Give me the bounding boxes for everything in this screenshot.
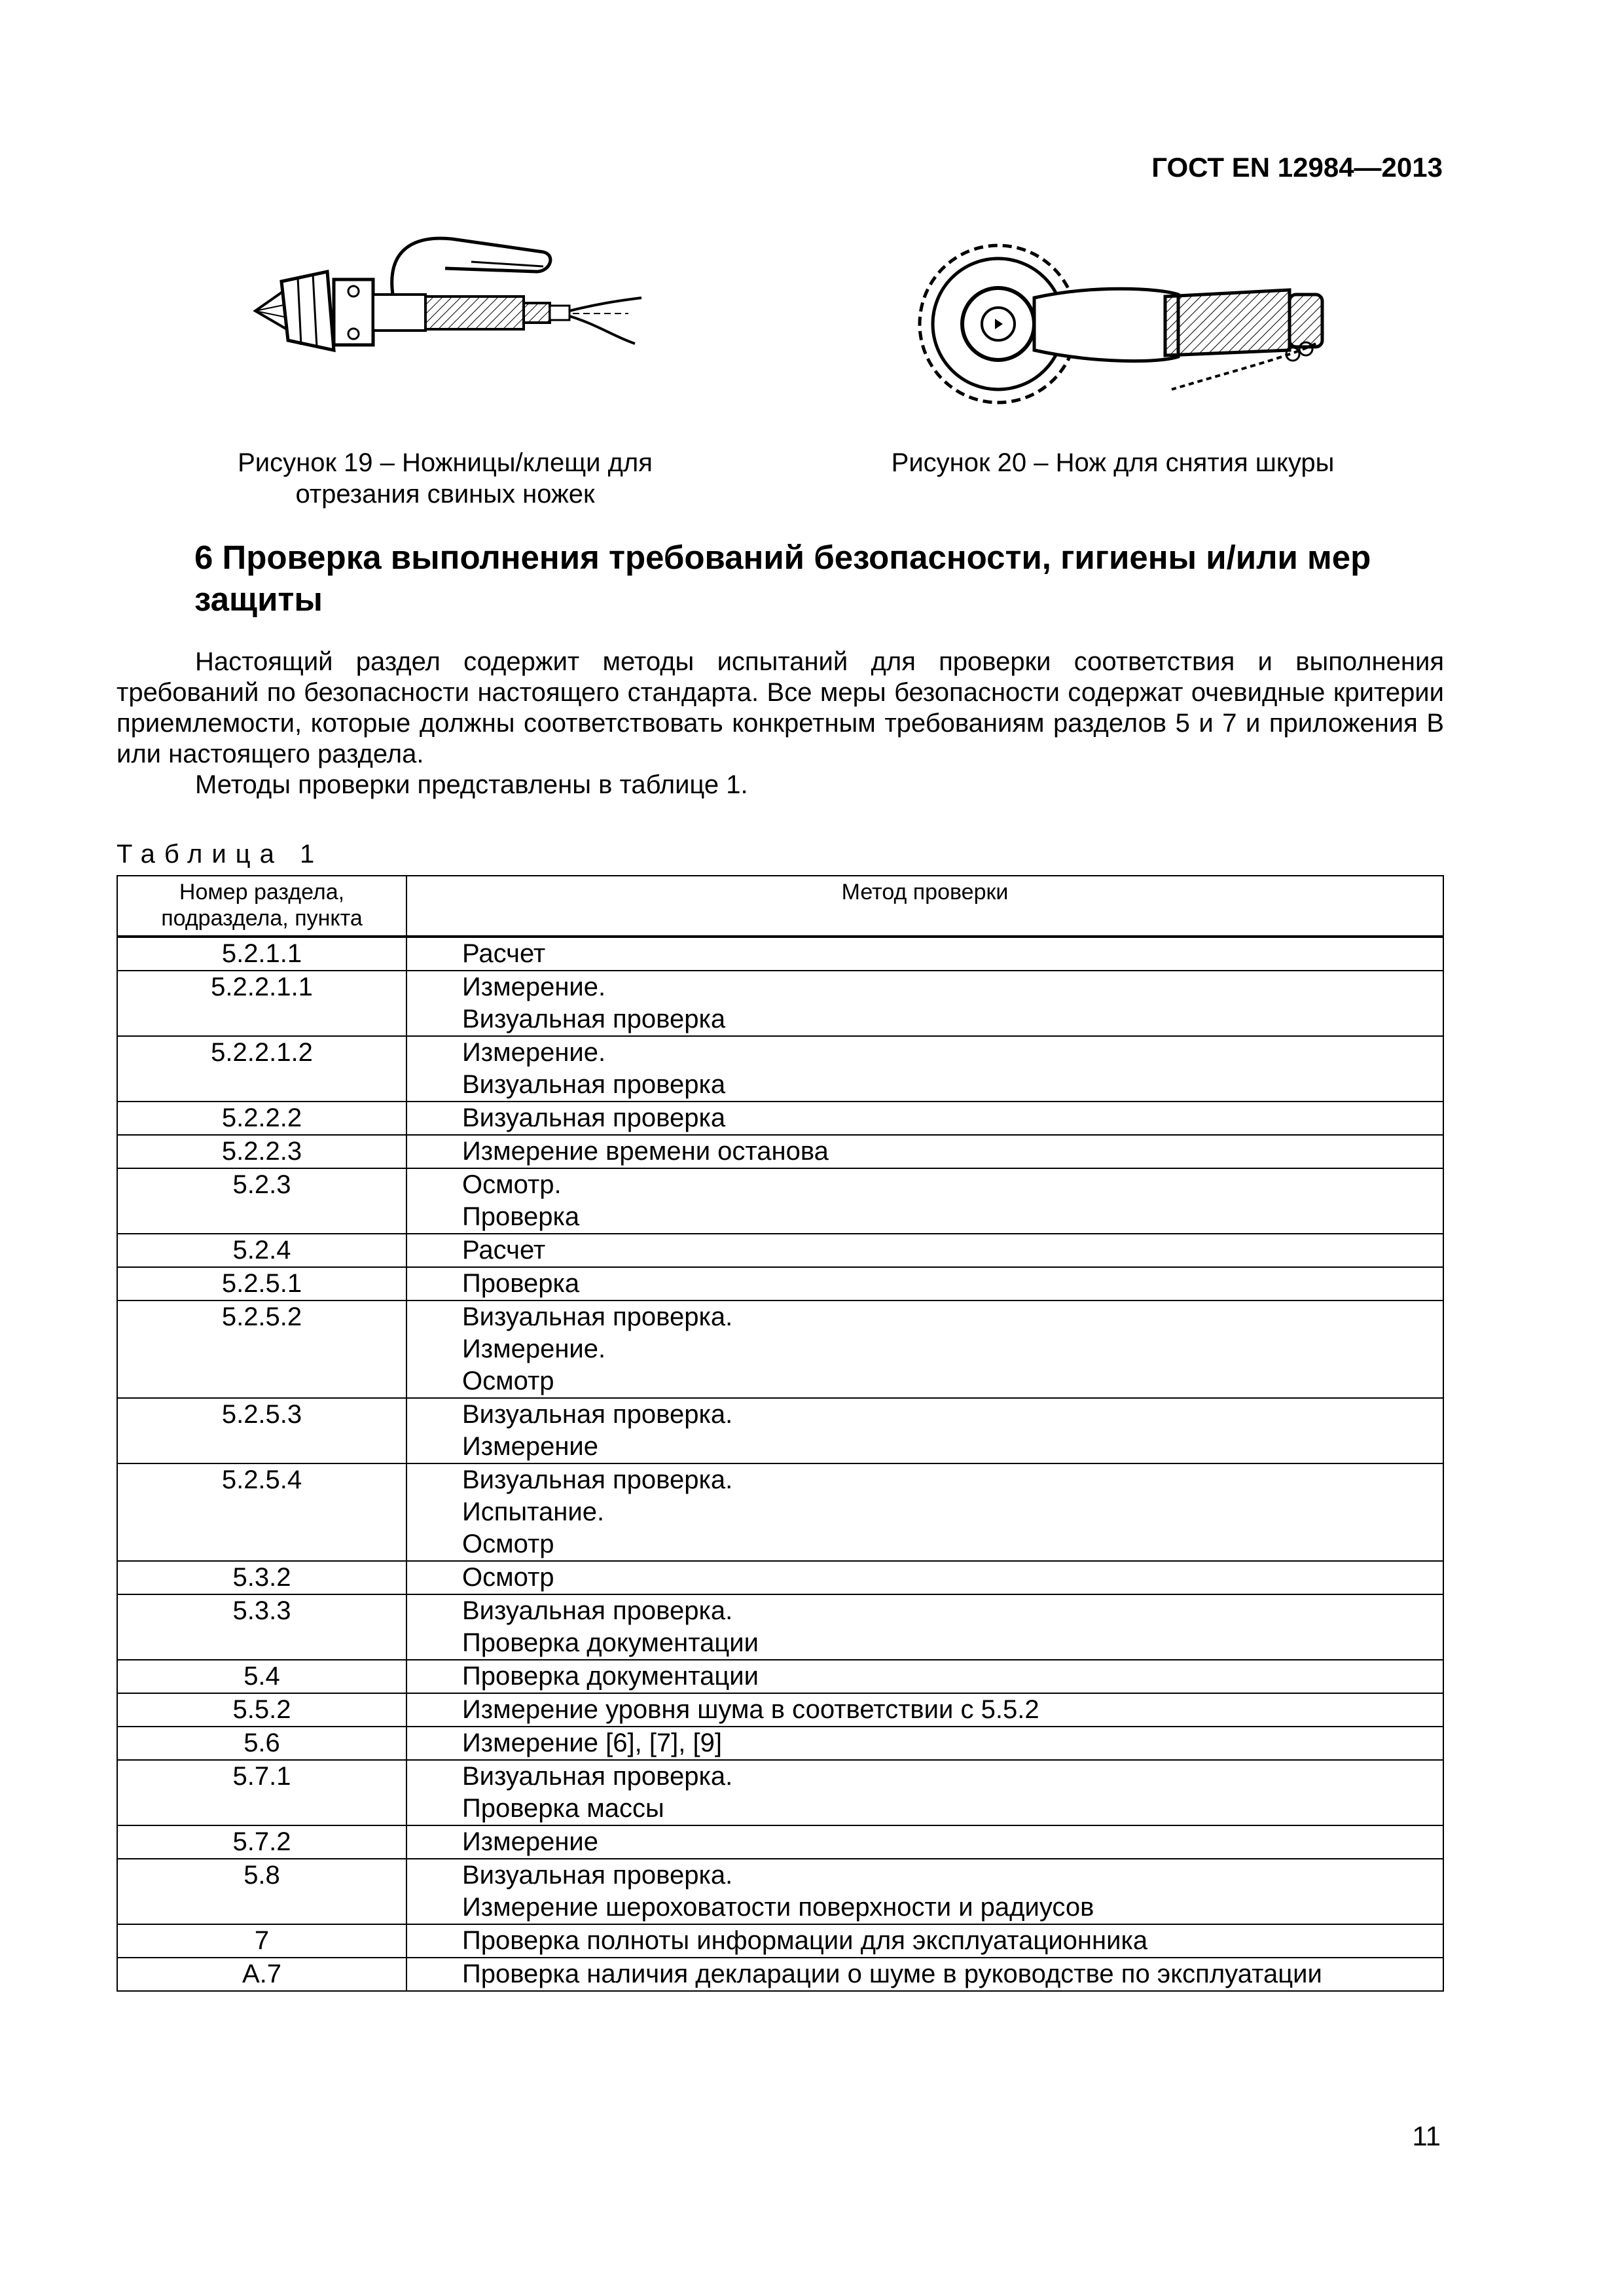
method-line: Осмотр. <box>462 1170 562 1199</box>
table-row <box>117 1267 1443 1300</box>
figure-19-shears-drawing <box>236 226 655 370</box>
method-line: Проверка полноты информации для эксплуатационника <box>462 1926 1148 1955</box>
method-line: Измерение <box>462 1432 599 1461</box>
method-line: Проверка документации <box>462 1628 759 1657</box>
table-row <box>117 1760 1443 1825</box>
method-cell <box>406 971 1443 1036</box>
method-cell <box>406 1958 1443 1991</box>
table-row <box>117 1463 1443 1561</box>
section-number-cell: 5.2.2.2 <box>117 1102 406 1135</box>
method-line: Визуальная проверка <box>462 1005 726 1033</box>
method-line: Проверка <box>462 1202 580 1231</box>
method-line: Испытание. <box>462 1498 605 1526</box>
method-cell <box>406 1234 1443 1267</box>
table-row <box>117 1234 1443 1267</box>
method-cell <box>406 1859 1443 1924</box>
method-line: Визуальная проверка. <box>462 1302 733 1331</box>
figure-19-caption <box>196 447 694 510</box>
section-number-cell: 5.6 <box>117 1727 406 1760</box>
method-line: Проверка <box>462 1269 580 1298</box>
method-cell <box>406 1760 1443 1825</box>
page-number: 11 <box>1412 2121 1441 2151</box>
method-cell <box>406 1267 1443 1300</box>
body-text <box>117 647 1444 800</box>
table-row <box>117 1958 1443 1991</box>
method-cell <box>406 1135 1443 1168</box>
figure-20-skinning-knife-drawing <box>897 239 1329 409</box>
figure-19-caption-line2: отрезания свиных ножек <box>295 480 595 509</box>
table-row <box>117 1300 1443 1398</box>
method-line: Осмотр <box>462 1530 554 1558</box>
method-line: Проверка массы <box>462 1794 664 1823</box>
section-number-cell: 5.2.1.1 <box>117 937 406 971</box>
section-number-cell: 7 <box>117 1924 406 1958</box>
figure-19-caption-line1: Рисунок 19 – Ножницы/клещи для <box>238 448 653 477</box>
method-line: Осмотр <box>462 1367 554 1395</box>
method-cell <box>406 937 1443 971</box>
method-line: Измерение. <box>462 1335 606 1363</box>
table-row <box>117 1727 1443 1760</box>
section-number-cell: 5.2.4 <box>117 1234 406 1267</box>
method-cell <box>406 1036 1443 1102</box>
method-line: Измерение шероховатости поверхности и радиусов <box>462 1893 1094 1922</box>
section-number-cell: 5.2.5.3 <box>117 1398 406 1463</box>
method-line: Измерение. <box>462 973 606 1001</box>
table-row <box>117 1924 1443 1958</box>
method-line: Измерение уровня шума в соответствии с 5.5.2 <box>462 1695 1039 1724</box>
section-number-cell: А.7 <box>117 1958 406 1991</box>
verification-methods-table <box>117 875 1444 1992</box>
section-number-cell: 5.3.2 <box>117 1561 406 1594</box>
method-cell <box>406 1727 1443 1760</box>
method-line: Визуальная проверка. <box>462 1596 733 1625</box>
method-line: Осмотр <box>462 1563 554 1592</box>
section-number-cell: 5.5.2 <box>117 1693 406 1727</box>
section-number-cell: 5.2.2.1.2 <box>117 1036 406 1102</box>
table-row <box>117 1036 1443 1102</box>
document-header: ГОСТ EN 12984—2013 <box>1151 152 1443 183</box>
method-line: Проверка наличия декларации о шуме в руководстве по эксплуатации <box>462 1960 1322 1988</box>
table-row <box>117 1594 1443 1660</box>
method-line: Визуальная проверка. <box>462 1465 733 1494</box>
section-number-cell: 5.2.3 <box>117 1168 406 1234</box>
table-row <box>117 937 1443 971</box>
section-number-cell: 5.2.5.4 <box>117 1463 406 1561</box>
section-number-cell: 5.7.2 <box>117 1825 406 1859</box>
method-line: Визуальная проверка. <box>462 1762 733 1791</box>
section-number-cell: 5.2.5.1 <box>117 1267 406 1300</box>
section-number-cell: 5.4 <box>117 1660 406 1693</box>
section-number-cell: 5.2.2.3 <box>117 1135 406 1168</box>
section-number-cell: 5.7.1 <box>117 1760 406 1825</box>
table-row <box>117 1135 1443 1168</box>
method-cell <box>406 1300 1443 1398</box>
method-line: Расчет <box>462 939 546 968</box>
table-row <box>117 1859 1443 1924</box>
table-row <box>117 1102 1443 1135</box>
section-title: 6 Проверка выполнения требований безопасности, гигиены и/или мер защиты <box>194 539 1371 618</box>
table-label: Таблица 1 <box>117 840 324 869</box>
method-line: Проверка документации <box>462 1662 759 1691</box>
table-header-method: Метод проверки <box>406 876 1443 937</box>
table-row <box>117 1825 1443 1859</box>
method-line: Измерение. <box>462 1038 606 1067</box>
table-row <box>117 1168 1443 1234</box>
method-line: Визуальная проверка <box>462 1103 726 1132</box>
table-body <box>117 937 1443 1991</box>
figure-20-caption: Рисунок 20 – Нож для снятия шкуры <box>891 448 1335 477</box>
method-cell <box>406 1594 1443 1660</box>
body-paragraph-1: Настоящий раздел содержит методы испытаний для проверки соответствия и выполнения требований по безопасности настоящего стандарта. Все меры безопасности содержат очевидные критерии приемлемости, которые должны соответствовать конкретным требованиям разделов 5 и 7 и приложения В или настоящего раздела. <box>117 647 1444 768</box>
table-row <box>117 1398 1443 1463</box>
method-line: Измерение [6], [7], [9] <box>462 1729 722 1757</box>
method-line: Расчет <box>462 1236 546 1265</box>
table-row <box>117 1561 1443 1594</box>
body-paragraph-2: Методы проверки представлены в таблице 1. <box>195 770 748 799</box>
method-cell <box>406 1660 1443 1693</box>
method-cell <box>406 1561 1443 1594</box>
table-row <box>117 1693 1443 1727</box>
method-line: Измерение времени останова <box>462 1137 829 1166</box>
section-number-cell: 5.3.3 <box>117 1594 406 1660</box>
method-cell <box>406 1463 1443 1561</box>
table-header-section-number: Номер раздела, подраздела, пункта <box>117 876 406 937</box>
method-cell <box>406 1168 1443 1234</box>
section-number-cell: 5.8 <box>117 1859 406 1924</box>
table-row <box>117 1660 1443 1693</box>
method-cell <box>406 1825 1443 1859</box>
section-number-cell: 5.2.5.2 <box>117 1300 406 1398</box>
method-line: Визуальная проверка. <box>462 1400 733 1429</box>
method-cell <box>406 1693 1443 1727</box>
method-cell <box>406 1102 1443 1135</box>
section-number-cell: 5.2.2.1.1 <box>117 971 406 1036</box>
table-row <box>117 971 1443 1036</box>
method-line: Визуальная проверка. <box>462 1861 733 1890</box>
method-cell <box>406 1398 1443 1463</box>
method-line: Визуальная проверка <box>462 1070 726 1099</box>
table-header-row <box>117 876 1443 937</box>
method-line: Измерение <box>462 1827 599 1856</box>
method-cell <box>406 1924 1443 1958</box>
